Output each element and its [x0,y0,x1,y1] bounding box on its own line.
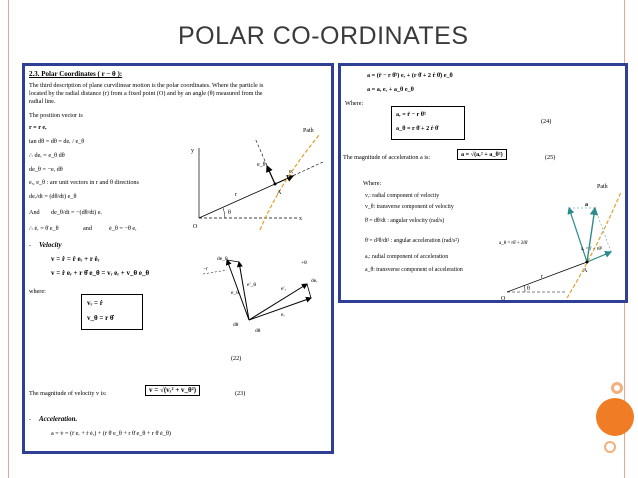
where-label-right: Where: [345,100,364,107]
path-label: Path [303,128,314,134]
etheta-label: e_θ [257,162,266,168]
de-r-label: deᵣ [311,278,318,284]
def-atheta: a_θ: transverse component of acceleration [365,267,463,273]
intro-line-3: radial line. [29,98,56,105]
a-theta-vector [569,208,587,262]
de-theta-label: de_θ [217,256,228,262]
intro-line-1: The third description of plane curvilinear motion is the polar coordinates. Where the particle is [29,82,264,89]
er-label: eᵣ [289,169,294,175]
x-axis-label: x [299,216,302,222]
d-theta-label-a: dθ [233,322,239,328]
eq-position: r = r eᵣ [29,124,47,131]
theta-arc-fig3 [524,285,525,292]
eq-dt2: de_θ/dt = −(dθ/dt) eᵣ [51,209,102,216]
point-a-dot [274,183,277,186]
unit-vector-change-figure [203,254,327,334]
eq-velocity-2: v = ṙ eᵣ + r θ̇ e_θ = vᵣ eᵣ + v_θ e_θ [51,269,150,277]
eq-tan: tan dθ = dθ = deᵣ / e_θ [29,138,85,145]
def-theta-ddot: θ̈ = d²θ/dt² : angular acceleration (rad/s²) [365,238,459,244]
detheta-segment [227,260,239,262]
eq-dot2: ė_θ = −θ̇ eᵣ [109,225,137,232]
e-r-label: eᵣ [281,312,285,318]
radius-line-fig3 [507,262,587,292]
a-resultant-vector [587,208,595,262]
theta-label-fig3: θ [527,286,530,292]
plus-theta-label: +θ [301,260,307,266]
e-theta-label: e_θ [231,290,239,296]
equation-number-25: (25) [545,154,556,161]
a-theta-formula: a_θ = rθ̈ + 2ṙθ̇ [499,241,528,246]
path-curve [260,134,320,230]
eq-detheta: de_θ = −eᵣ dθ [29,166,63,173]
a-r-formula: aᵣ = r̈ − rθ̇² [581,247,603,252]
a-r-vector [587,252,611,262]
eq-vr: vᵣ = ṙ [87,299,103,307]
def-vr: vᵣ: radial component of velocity [365,193,440,199]
eq-acceleration-1: a = v̇ = (r̈ eᵣ + ṙ ėᵣ) + (ṙ θ̇ e_θ + r θ̈ e_θ + r θ̇ ė_θ) [51,430,171,437]
intro-line-2: located by the radial distance (r) from a fixed point (O) and by an angle (θ) measured from the [29,90,263,97]
e-r-prime-label: e′ᵣ [281,286,286,292]
eq-acceleration-2: a = (r̈ − r θ̇²) eᵣ + (r θ̈ + 2 ṙ θ̇) e_θ [367,72,453,79]
eq-der: ∴ deᵣ = e_θ dθ [29,152,65,159]
point-a-label-fig3: A [583,268,588,274]
equation-number-22: (22) [231,355,242,362]
section-heading: 2.3. Polar Coordinates ( r − θ ): [29,70,123,78]
path-label-fig3: Path [597,184,608,190]
orange-decor-circle [596,398,634,436]
er-vector [275,176,293,184]
point-a-label: A [277,190,282,196]
y-axis-label: y [191,148,194,154]
where-label: where: [29,288,46,295]
velocity-heading: Velocity [39,241,62,249]
small-decor-circle-bottom [604,441,616,453]
eq-atheta: a_θ = r θ̈ + 2 ṙ θ̇ [396,125,439,132]
eq-velocity-magnitude: v = √(vᵣ² + v_θ²) [145,385,200,396]
left-document-panel [22,63,334,454]
eq-acceleration-magnitude: a = √(aᵣ² + a_θ²) [457,149,507,160]
right-document-panel [338,63,628,303]
acceleration-heading: Acceleration. [39,415,78,423]
a-label: a [585,202,588,208]
theta-arc [223,208,225,218]
eq-acceleration-3: a = aᵣ eᵣ + a_θ e_θ [367,86,414,93]
e-theta-prime-label: e′_θ [247,282,257,288]
slide-title: POLAR CO-ORDINATES [178,22,469,50]
r-label-fig3: r [541,274,543,280]
acceleration-components-figure [497,178,625,302]
equation-number-24: (24) [541,118,552,125]
radius-line [199,184,275,218]
velocity-bullet: - [29,242,32,249]
def-vtheta: v_θ: transverse component of velocity [365,204,454,210]
eq-ar: aᵣ = r̈ − r θ̇² [396,111,426,118]
def-theta-dot: θ̇ = dθ/dt : angular velocity (rad/s) [365,218,445,224]
eq-dt1: deᵣ/dt = (dθ/dt) e_θ [29,193,77,200]
r-label: r [235,192,237,198]
polar-coordinates-figure [185,122,331,234]
origin-label-fig3: O [501,296,506,302]
eq-vtheta: v_θ = r θ̇ [87,314,114,322]
point-a-dot-fig3 [586,261,589,264]
where-label-2: Where: [363,180,382,187]
eq-velocity-1: v = ṙ = ṙ eᵣ + r ėᵣ [51,255,100,263]
etheta-prime-vector [239,262,249,320]
eq-dot1: ∴ ėᵣ = θ̇ e_θ [29,225,59,232]
velocity-components-box [81,294,143,330]
origin-label: O [193,224,198,230]
parallelogram-side [595,208,611,252]
magnitude-acceleration-label: The magnitude of acceleration a is: [343,154,431,161]
and-label: And [29,209,40,216]
unit-vectors-note: eᵣ, e_θ : are unit vectors in r and θ directions [29,179,139,186]
d-theta-label-b: dθ [255,328,261,334]
small-decor-circle-top [611,382,623,394]
acceleration-components-box [391,106,465,140]
and-label-2: and [83,225,92,232]
der-segment [307,284,311,298]
acceleration-bullet: - [29,416,32,423]
minus-r-label: −r [203,266,208,272]
theta-label: θ [228,210,231,216]
transverse-extension [255,138,275,184]
position-vector-label: The position vector is [29,112,83,119]
def-ar: aᵣ: radial component of acceleration [365,254,449,260]
equation-number-23: (23) [235,390,246,397]
left-border-line [8,0,9,478]
magnitude-velocity-label: The magnitude of velocity v is: [29,390,107,397]
